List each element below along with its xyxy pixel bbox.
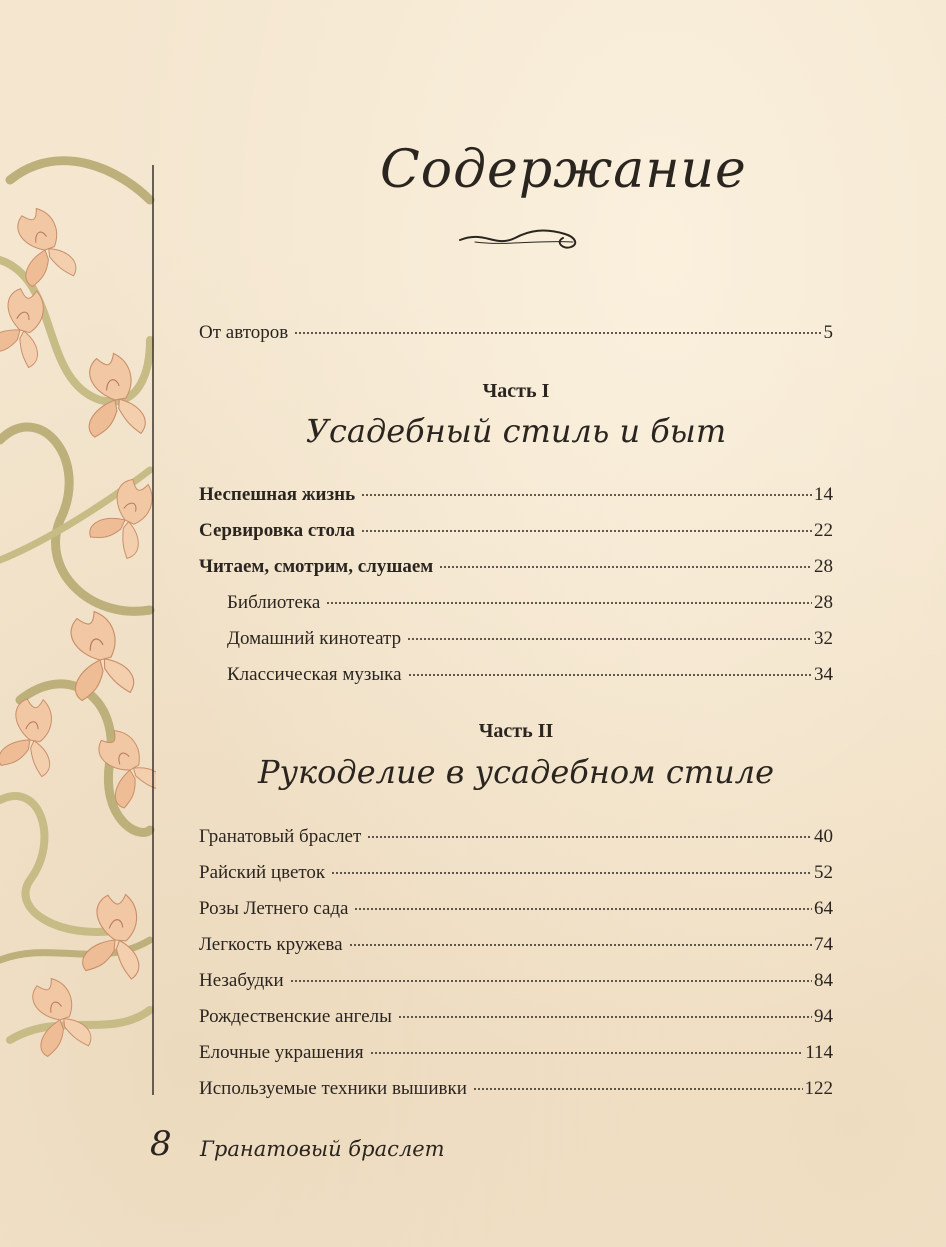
toc-subentry[interactable]: Классическая музыка 34	[227, 664, 833, 685]
toc-entry[interactable]: Неспешная жизнь 14	[199, 484, 833, 505]
dot-leader	[294, 331, 821, 335]
toc-entry[interactable]: Розы Летнего сада 64	[199, 898, 833, 919]
part2-title: Рукоделие в усадебном стиле	[257, 753, 775, 791]
toc-entry[interactable]: Елочные украшения 114	[199, 1042, 833, 1063]
dot-leader	[361, 493, 812, 497]
dot-leader	[290, 979, 812, 983]
dot-leader	[361, 529, 812, 533]
toc-entry[interactable]: Используемые техники вышивки 122	[199, 1078, 833, 1099]
toc-entry[interactable]: Райский цветок 52	[199, 862, 833, 883]
dot-leader	[349, 943, 812, 947]
toc-entry[interactable]: Незабудки 84	[199, 970, 833, 991]
toc-entry[interactable]: Гранатовый браслет 40	[199, 826, 833, 847]
dot-leader	[473, 1087, 803, 1091]
dot-leader	[439, 565, 812, 569]
swash-icon	[455, 220, 585, 252]
toc-subentry[interactable]: Домашний кинотеатр 32	[227, 628, 833, 649]
dot-leader	[370, 1051, 804, 1055]
part2-label: Часть II	[478, 720, 554, 742]
toc-entry[interactable]: Читаем, смотрим, слушаем 28	[199, 556, 833, 577]
part1-label: Часть I	[482, 380, 550, 402]
floral-ornament-icon	[0, 140, 156, 1100]
dot-leader	[326, 601, 812, 605]
toc-subentry[interactable]: Библиотека 28	[227, 592, 833, 613]
toc-entry[interactable]: Рождественские ангелы 94	[199, 1006, 833, 1027]
dot-leader	[408, 673, 812, 677]
dot-leader	[407, 637, 812, 641]
dot-leader	[398, 1015, 812, 1019]
page-number: 8	[150, 1124, 172, 1164]
dot-leader	[331, 871, 812, 875]
part1-title: Усадебный стиль и быт	[305, 412, 727, 450]
toc-entry[interactable]: Сервировка стола 22	[199, 520, 833, 541]
toc-entry[interactable]: Легкость кружева 74	[199, 934, 833, 955]
dot-leader	[367, 835, 812, 839]
running-title: Гранатовый браслет	[200, 1137, 445, 1161]
contents-title: Содержание	[380, 140, 747, 200]
toc-entry-intro[interactable]: От авторов 5	[199, 322, 833, 343]
dot-leader	[354, 907, 812, 911]
